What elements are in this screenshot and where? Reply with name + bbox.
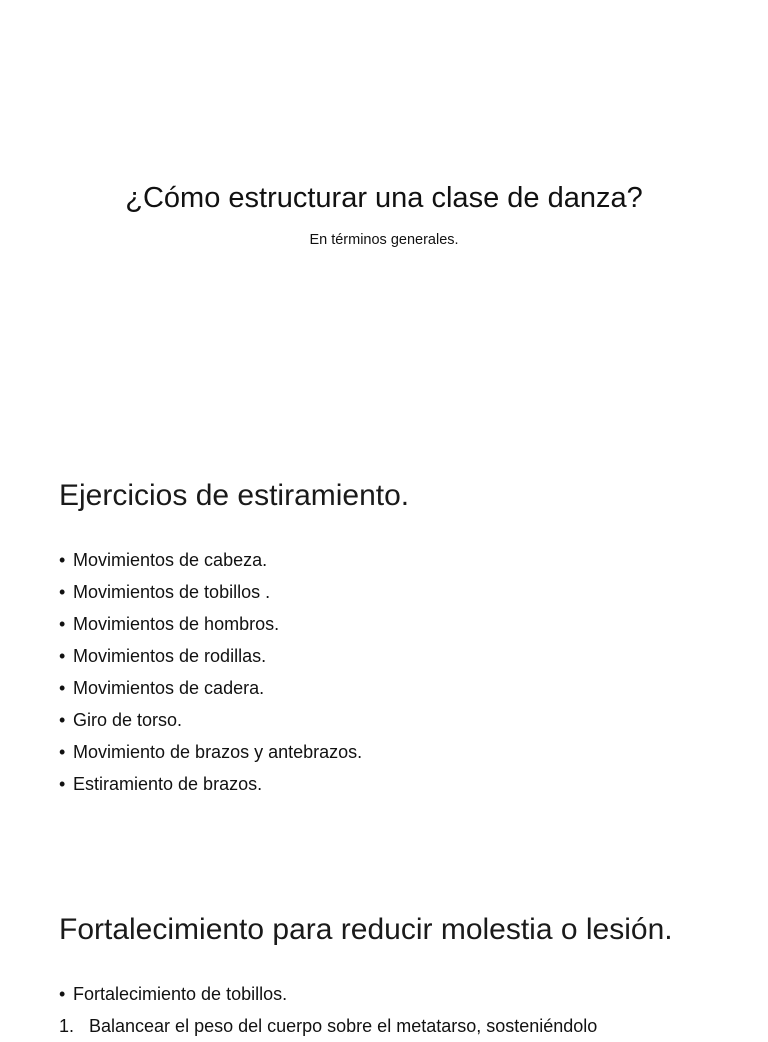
numbered-item: 1. Balancear el peso del cuerpo sobre el metatarso, sosteniéndolo [59, 1016, 598, 1036]
bullet-icon: • [59, 742, 66, 762]
list-item: • Estiramiento de brazos. [59, 768, 362, 800]
strengthening-list [59, 978, 287, 1010]
bullet-icon: • [59, 774, 66, 794]
stretching-list [59, 544, 362, 800]
list-item: • Movimientos de rodillas. [59, 640, 362, 672]
stretching-slide [0, 432, 768, 864]
list-item: • Giro de torso. [59, 704, 362, 736]
bullet-icon: • [59, 678, 66, 698]
list-item: • Movimiento de brazos y antebrazos. [59, 736, 362, 768]
title-slide [0, 0, 768, 432]
bullet-icon: • [59, 646, 66, 666]
bullet-icon: • [59, 984, 66, 1004]
bullet-icon: • [59, 614, 66, 634]
bullet-icon: • [59, 582, 66, 602]
stretching-heading: Ejercicios de estiramiento. [59, 479, 410, 512]
list-item: • Fortalecimiento de tobillos. [59, 978, 287, 1010]
page-title: ¿Cómo estructurar una clase de danza? [125, 182, 643, 214]
strengthening-heading: Fortalecimiento para reducir molestia o lesión. [59, 913, 673, 946]
bullet-icon: • [59, 710, 66, 730]
list-item: • Movimientos de cadera. [59, 672, 362, 704]
bullet-icon: • [59, 550, 66, 570]
page-subtitle: En términos generales. [309, 232, 459, 248]
list-item: • Movimientos de hombros. [59, 608, 362, 640]
list-item: • Movimientos de tobillos . [59, 576, 362, 608]
strengthening-slide [0, 864, 768, 1036]
list-item: • Movimientos de cabeza. [59, 544, 362, 576]
